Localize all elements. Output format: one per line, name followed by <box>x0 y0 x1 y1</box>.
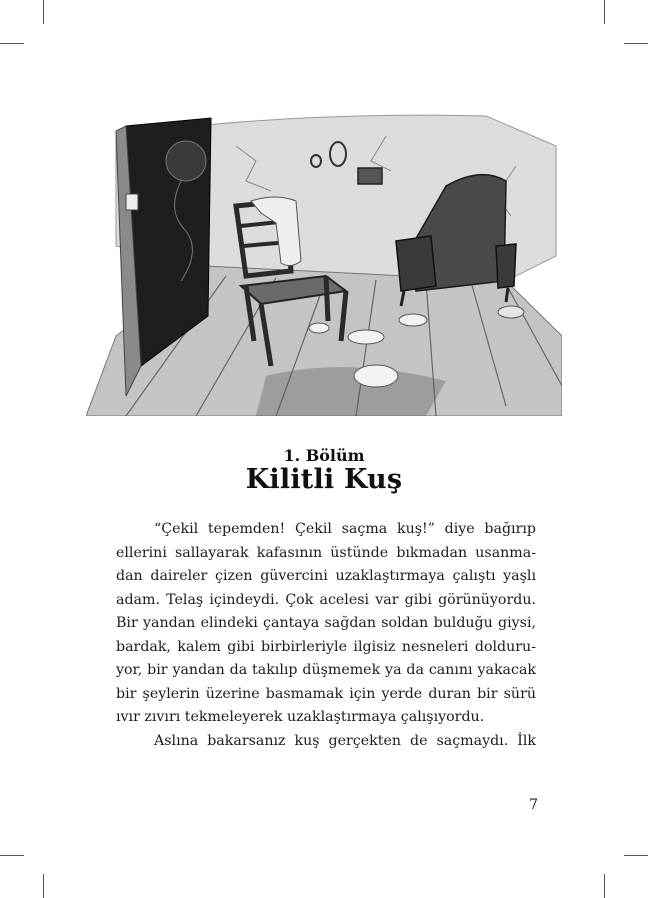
crop-mark <box>43 0 44 24</box>
chapter-number: 1. Bölüm <box>283 446 365 465</box>
crop-mark <box>0 855 24 856</box>
chapter-title: Kilitli Kuş <box>245 464 403 495</box>
text-line: “Çekil tepemden! Çekil saçma kuş!” diye bağırıp <box>154 521 536 537</box>
body-text <box>116 518 536 753</box>
text-line: yor, bir yandan da takılıp düşmemek ya da canını yakacak <box>116 662 536 678</box>
room-illustration <box>86 106 562 416</box>
page-number: 7 <box>529 797 538 813</box>
text-line: Aslına bakarsanız kuş gerçekten de saçmaydı. İlk <box>154 732 536 749</box>
room-illustration-icon <box>86 106 562 416</box>
text-line: ellerini sallayarak kafasının üstünde bıkmadan usanma- <box>116 544 536 561</box>
text-line: bardak, kalem gibi birbirleriyle ilgisiz nesneleri dolduru- <box>116 638 536 655</box>
crop-mark <box>624 43 648 44</box>
crop-mark <box>43 874 44 898</box>
crop-mark <box>604 0 605 24</box>
text-line: Bir yandan elindeki çantaya sağdan soldan bulduğu giysi, <box>116 615 536 631</box>
text-line: dan daireler çizen güvercini uzaklaştırmaya çalıştı yaşlı <box>116 568 536 584</box>
crop-mark <box>0 43 24 44</box>
crop-mark <box>604 874 605 898</box>
text-line: adam. Telaş içindeydi. Çok acelesi var gibi görünüyordu. <box>116 591 536 608</box>
text-line: bir şeylerin üzerine basmamak için yerde duran bir sürü <box>116 685 536 702</box>
text-line: ıvır zıvırı tekmeleyerek uzaklaştırmaya çalışıyordu. <box>116 709 485 725</box>
crop-mark <box>624 855 648 856</box>
